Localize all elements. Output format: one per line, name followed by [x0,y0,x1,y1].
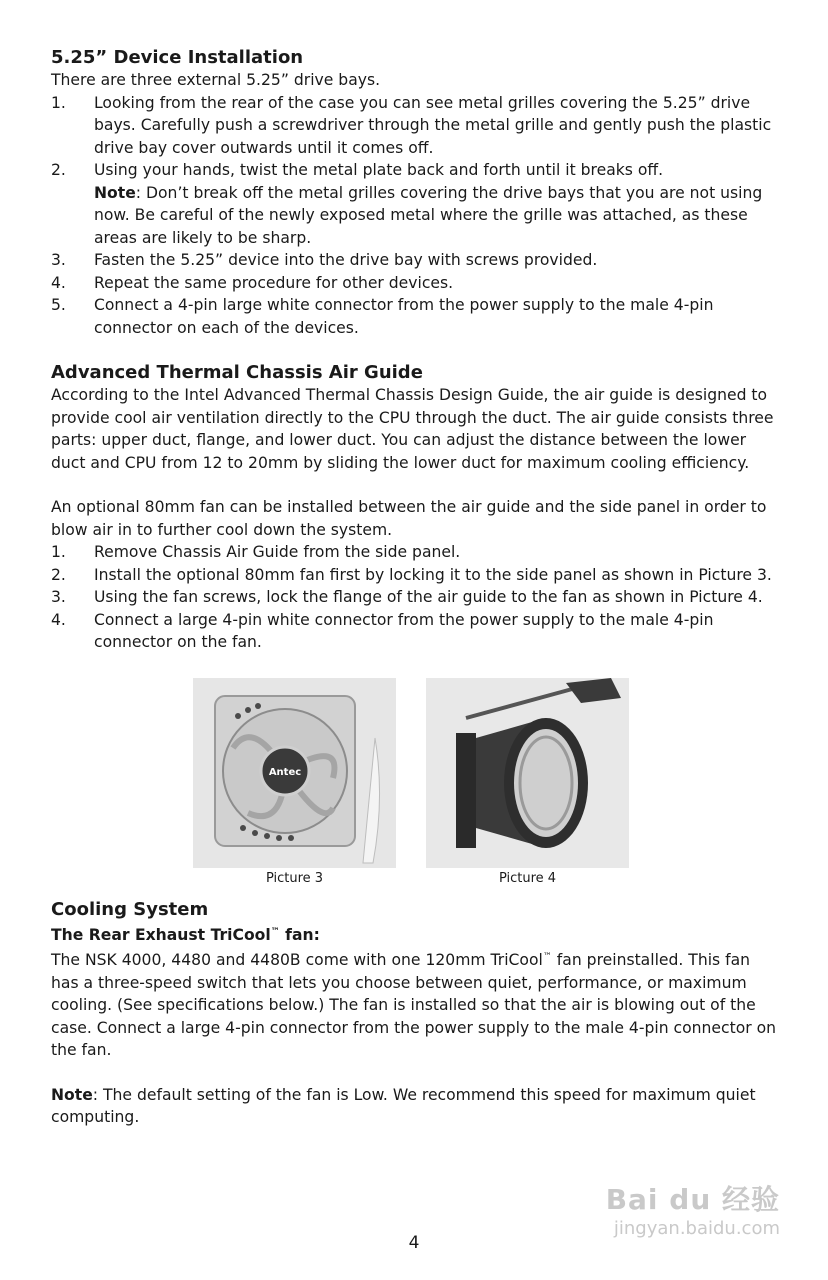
step-number: 4. [51,273,66,292]
step-number: 3. [51,588,66,606]
document-page [51,46,781,1129]
step-number: 1. [51,93,66,112]
subheading-text: The Rear Exhaust TriCool [51,925,271,944]
step-number: 5. [51,296,66,314]
step-text: Install the optional 80mm fan first by locking it to the side panel as shown in Picture 3. [94,565,772,584]
step-text: Remove Chassis Air Guide from the side panel. [94,543,461,561]
note-text: : Don’t break off the metal grilles covering the drive bays that you are not using now. Be careful of the newly exposed metal where the grille was attached, as these areas are likely to be sharp. [94,183,763,247]
fan-photo [193,678,396,868]
figures-row [51,678,781,898]
fan-install-steps [51,541,781,654]
paragraph [51,946,781,1062]
paragraph: According to the Intel Advanced Thermal Chassis Design Guide, the air guide is designed to provide cool air ventilation directly to the CPU through the duct. The air guide consists three parts: upper duct, flange, and lower duct. You can adjust the distance between the lower duct and CPU from 12 to 20mm by sliding the lower duct for maximum cooling efficiency. [51,386,774,472]
trademark-symbol: ™ [542,952,552,963]
paragraph: An optional 80mm fan can be installed between the air guide and the side panel in order to blow air in to further cool down the system. [51,498,767,539]
note-label: Note [51,1085,93,1104]
list-item [51,159,781,249]
paragraph-text: fan preinstalled. This fan has a three-speed switch that lets you choose between quiet, performance, or maximum cooling. (See specifications below.) The fan is installed so that the air is blowing out of the case. Connect a large 4-pin connector from the power supply to the male 4-pin connector on the fan. [51,951,777,1060]
step-text: Using your hands, twist the metal plate back and forth until it breaks off. [94,161,664,179]
step-number: 1. [51,543,66,561]
subheading-rear-exhaust-fan [51,921,781,947]
section-heading-air-guide: Advanced Thermal Chassis Air Guide [51,362,423,383]
air-guide-illustration [426,678,629,868]
page-number: 4 [408,1233,420,1253]
step-number: 3. [51,251,66,269]
section-intro: There are three external 5.25” drive bays. [51,71,381,89]
figure-picture-3 [193,678,396,887]
step-number: 2. [51,565,66,584]
section-heading-cooling-system: Cooling System [51,898,209,920]
step-text: Connect a 4-pin large white connector from the power supply to the male 4-pin connector on each of the devices. [94,296,714,337]
section-heading-device-installation: 5.25” Device Installation [51,47,304,68]
note-text: : The default setting of the fan is Low. We recommend this speed for maximum quiet computing. [51,1085,756,1127]
duct-photo [426,678,629,868]
step-number: 4. [51,610,66,629]
list-item [51,586,781,609]
figure-caption: Picture 3 [265,870,324,886]
watermark-url: jingyan.baidu.com [613,1218,780,1239]
list-item [51,249,781,272]
list-item [51,92,781,160]
step-text: Connect a large 4-pin white connector from the power supply to the male 4-pin connector on the fan. [94,610,714,651]
watermark [580,1178,780,1239]
fan-logo-text: Antec [268,766,302,778]
fan-illustration [193,678,396,868]
step-text: Using the fan screws, lock the flange of the air guide to the fan as shown in Picture 4. [94,588,763,606]
paragraph-text: The NSK 4000, 4480 and 4480B come with one 120mm TriCool [51,951,543,970]
list-item [51,564,781,587]
list-item [51,609,781,654]
step-text: Repeat the same procedure for other devices. [94,273,454,292]
list-item [51,294,781,339]
step-number: 2. [51,161,66,179]
step-text: Fasten the 5.25” device into the drive bay with screws provided. [94,251,598,269]
note-label: Note [94,183,136,202]
list-item [51,541,781,564]
step-text: Looking from the rear of the case you can see metal grilles covering the 5.25” drive bays. Carefully push a screwdriver through the metal grille and gently push the plastic drive bay cover outwards until it comes off. [94,93,772,157]
figure-picture-4 [426,678,629,887]
trademark-symbol: ™ [270,926,280,937]
device-install-steps [51,92,781,340]
figure-caption: Picture 4 [498,870,557,886]
note-paragraph [51,1084,781,1129]
watermark-logo: Bai du 经验 [605,1183,780,1216]
subheading-suffix: fan: [279,925,320,944]
list-item [51,272,781,295]
